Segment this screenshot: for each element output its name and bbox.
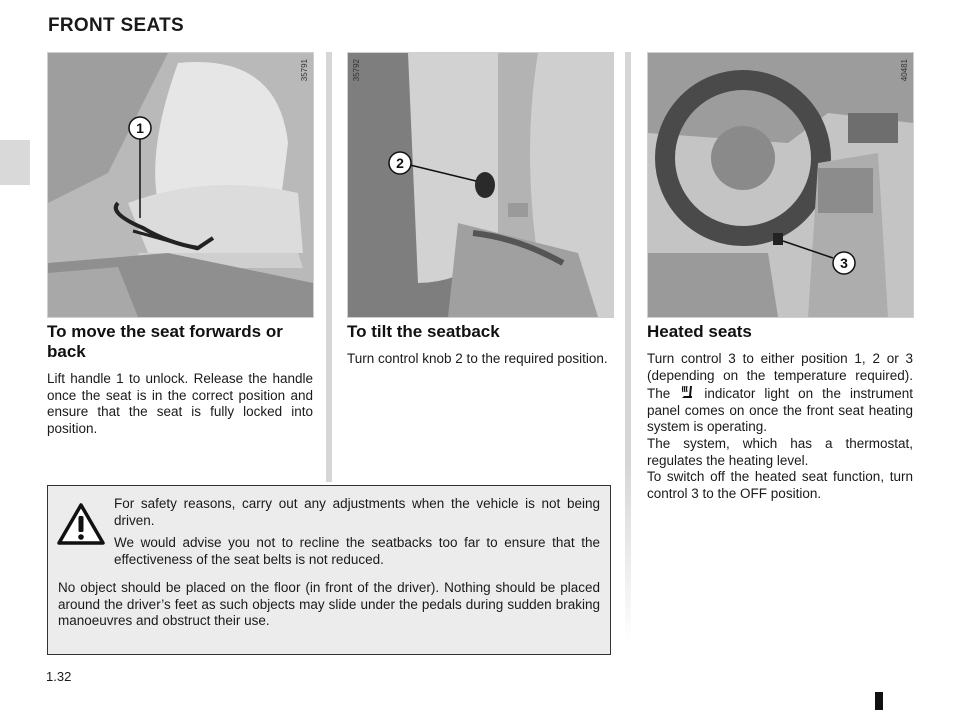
heated-seat-icon: [679, 384, 695, 400]
section-heading: To move the seat forwards or back: [47, 322, 283, 361]
section-tab: [0, 140, 30, 185]
callout-3: 3: [840, 255, 848, 271]
column-divider-left: [326, 52, 332, 482]
seatback-knob-illustration: [347, 52, 614, 318]
callout-1: 1: [136, 120, 144, 136]
column-divider-right: [625, 52, 631, 642]
callout-2: 2: [396, 155, 404, 171]
safety-warning-box: [47, 485, 611, 655]
warning-text: For safety reasons, carry out any adjustments when the vehicle is not being driven.: [114, 496, 600, 528]
section-text: The system, which has a thermostat, regulates the heating level.: [647, 435, 913, 468]
seat-handle-illustration: [47, 52, 314, 318]
heated-seat-control-illustration: [647, 52, 914, 318]
figure-ref: 35791: [300, 59, 309, 82]
section-heated-seats: [647, 322, 913, 502]
section-text: indicator light on the instrument panel comes on once the front seat heating system is operating.: [647, 386, 913, 435]
section-heading: To tilt the seatback: [347, 322, 500, 341]
section-move-seat: [47, 322, 313, 437]
figure-ref: 40481: [900, 59, 909, 82]
section-tilt-seatback: [347, 322, 613, 368]
page-title: FRONT SEATS: [48, 15, 184, 36]
warning-text: No object should be placed on the floor (in front of the driver). Nothing should be placed around the driver’s feet as such objects may slide under the pedals during sudden braking manoeuvres and obstruct their use.: [58, 580, 600, 629]
figure-ref: 35792: [352, 59, 361, 82]
section-text: Lift handle 1 to unlock. Release the handle once the seat is in the correct position and ensure that the seat is fully locked into position.: [47, 371, 313, 436]
section-text: To switch off the heated seat function, turn control 3 to the OFF position.: [647, 469, 913, 501]
section-text: Turn control 3 to either position 1, 2 or 3 (depending on the temperature required). The: [647, 351, 913, 402]
section-text: Turn control knob 2 to the required position.: [347, 351, 608, 366]
warning-triangle-icon: [56, 502, 106, 546]
page-number: 1.32: [46, 669, 72, 684]
warning-text: We would advise you not to recline the seatbacks too far to ensure that the effectiveness of the seat belts is not reduced.: [114, 535, 600, 567]
section-heading: Heated seats: [647, 322, 752, 341]
page-edge-marker: [875, 692, 883, 710]
